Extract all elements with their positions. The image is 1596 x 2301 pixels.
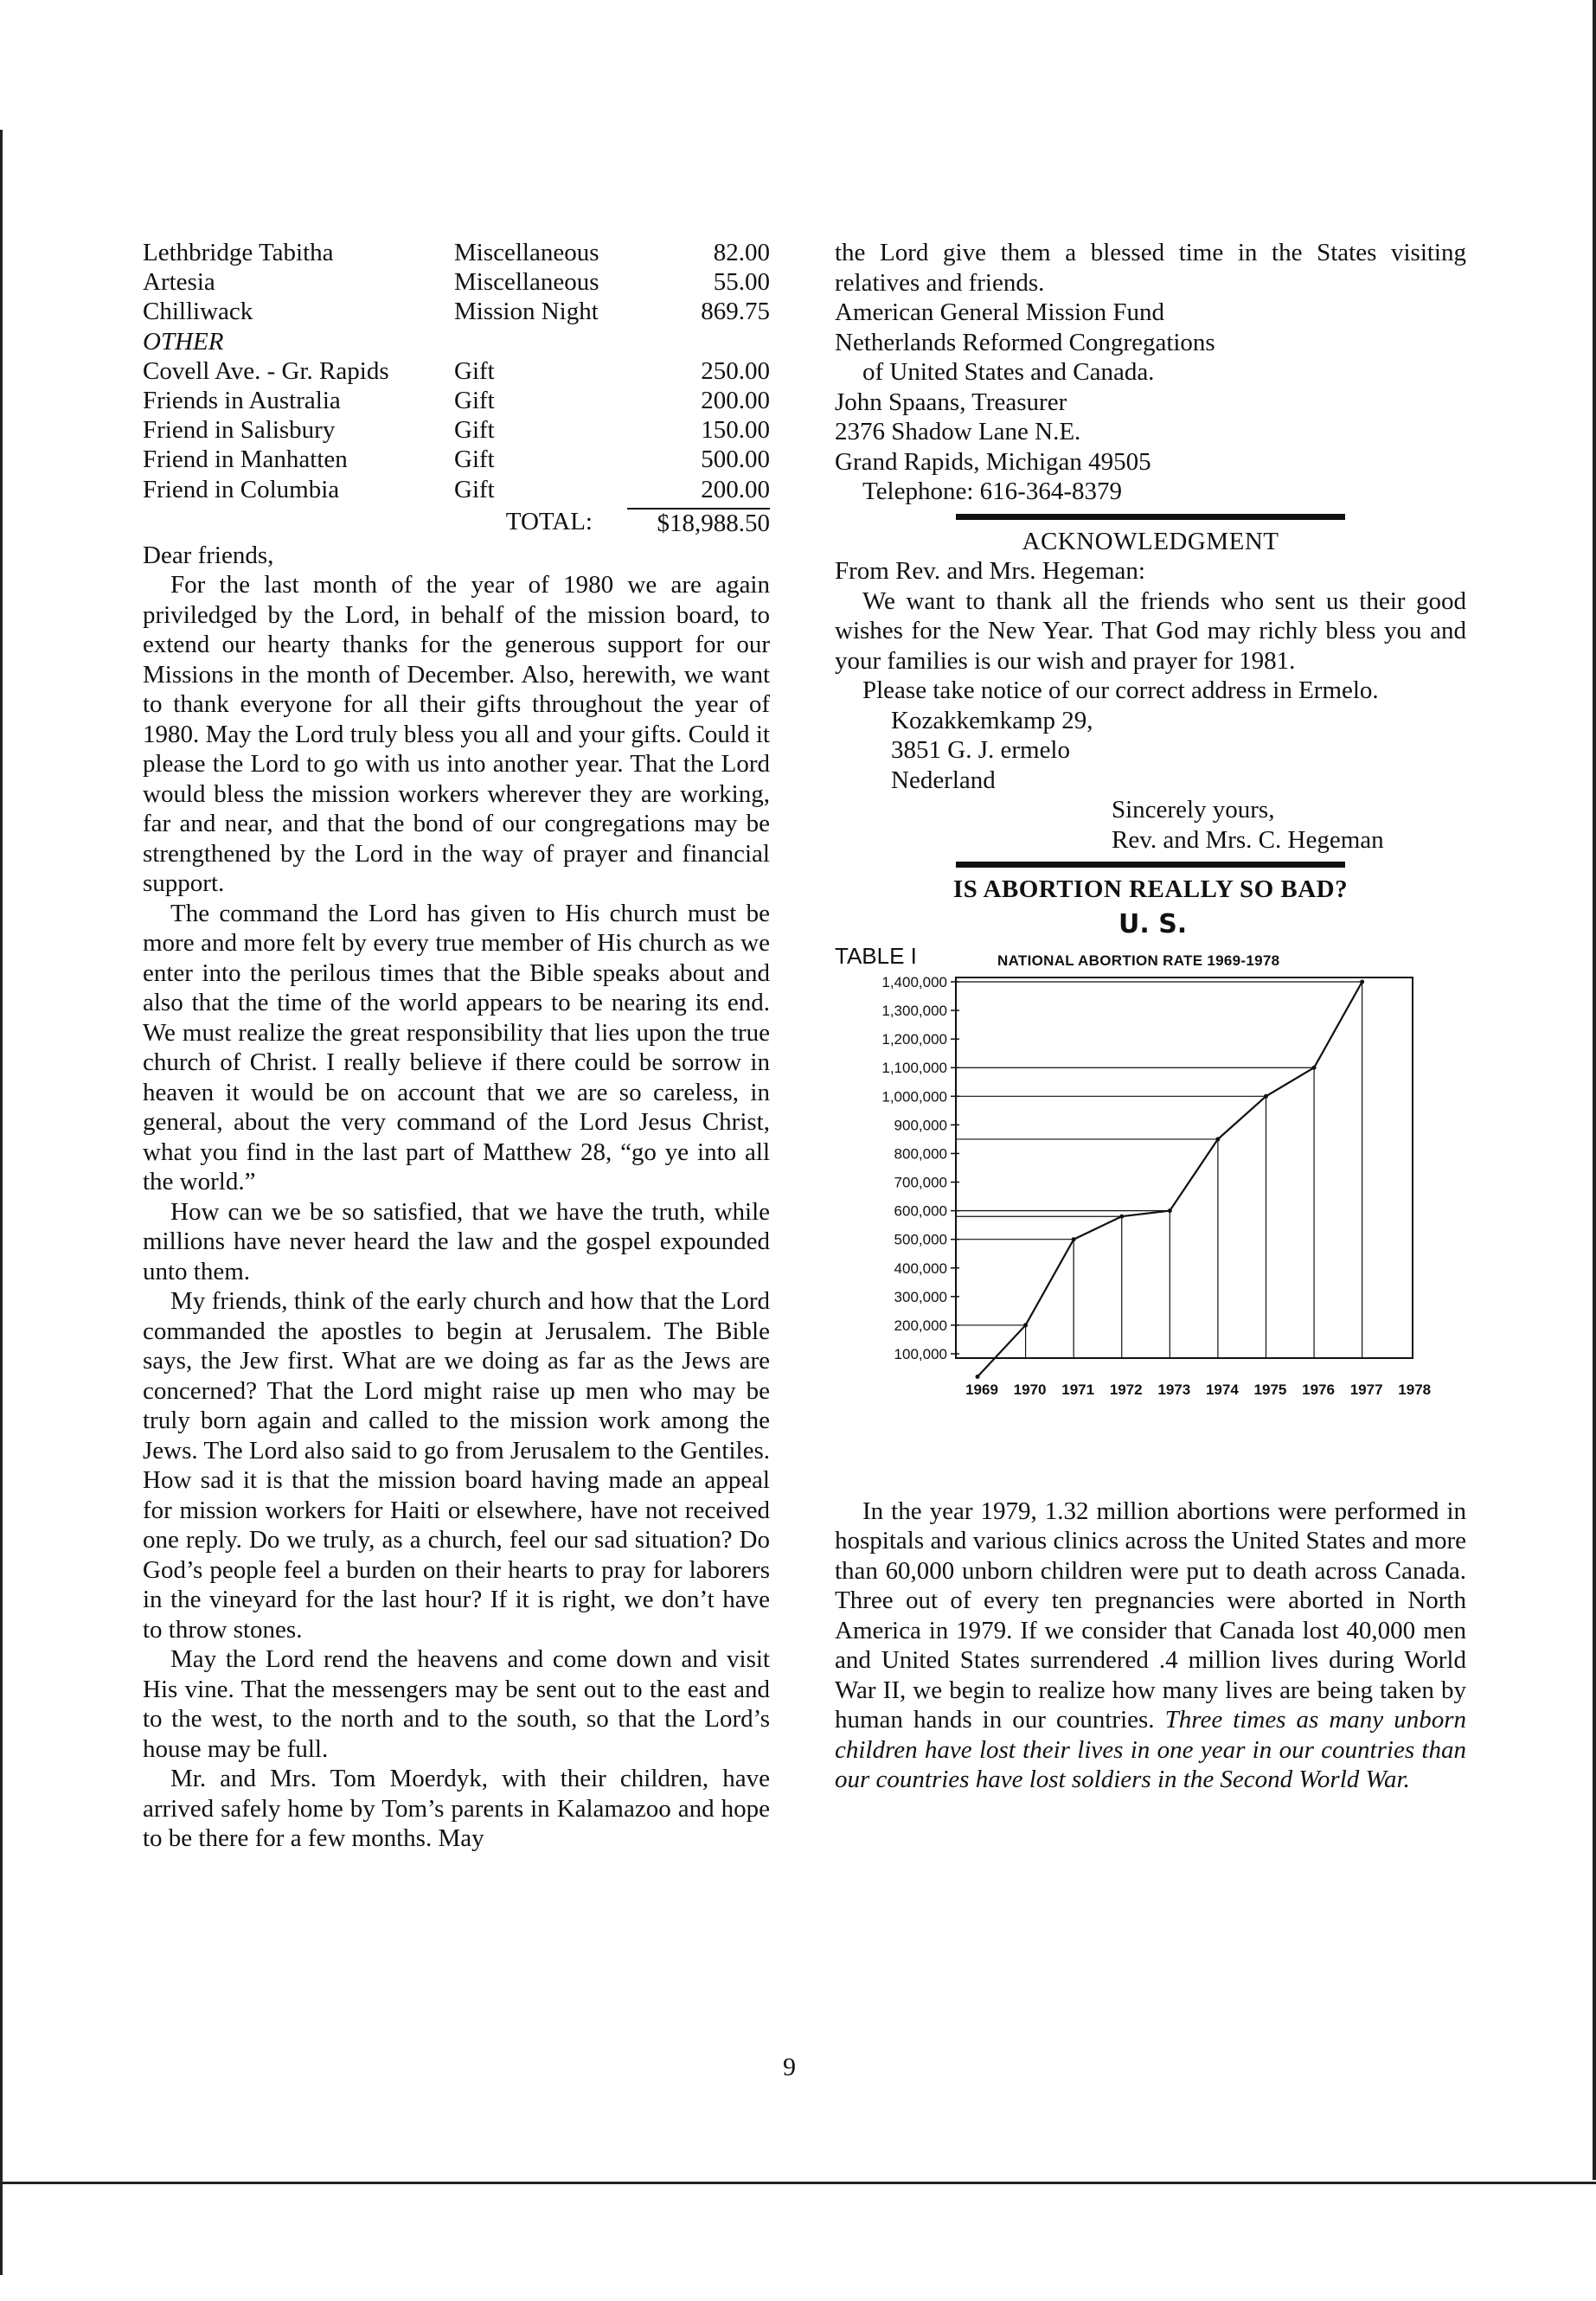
total-label: TOTAL: bbox=[505, 508, 593, 536]
list-item bbox=[143, 297, 770, 326]
receipt-type: Gift bbox=[454, 475, 495, 503]
right-column bbox=[835, 238, 1466, 1795]
y-tick-label: 600,000 bbox=[894, 1202, 947, 1220]
list-item bbox=[143, 238, 770, 267]
total-value: $18,988.50 bbox=[627, 508, 770, 537]
receipt-type: Gift bbox=[454, 386, 495, 414]
y-tick-label: 100,000 bbox=[894, 1345, 947, 1362]
y-tick-label: 1,400,000 bbox=[881, 973, 947, 990]
acknowledgment-title: ACKNOWLEDGMENT bbox=[1022, 527, 1279, 555]
list-item bbox=[143, 475, 770, 504]
data-point bbox=[1119, 1214, 1124, 1218]
abortion-emphasis: Three times as many unborn children have lost their lives in one year in our countries than our countries have lost soldiers in the Second World War. bbox=[835, 1706, 1467, 1793]
receipts-list bbox=[143, 238, 770, 537]
letter-paragraph: How can we be so satisfied, that we have the truth, while millions have never heard the law and the gospel expounded unto them. bbox=[143, 1197, 770, 1285]
data-point bbox=[1168, 1208, 1172, 1213]
receipt-type: Miscellaneous bbox=[454, 268, 599, 297]
y-tick-label: 200,000 bbox=[894, 1317, 947, 1334]
abortion-paragraph bbox=[835, 1497, 1466, 1795]
address-line: Netherlands Reformed Congregations bbox=[835, 328, 1215, 356]
acknowledgment-paragraph: Please take notice of our correct address in Ermelo. bbox=[862, 676, 1379, 704]
letter-salutation: Dear friends, bbox=[143, 541, 274, 569]
address-line: 3851 G. J. ermelo bbox=[891, 736, 1070, 764]
data-point bbox=[1360, 979, 1364, 984]
list-item bbox=[143, 415, 770, 445]
x-tick-label: 1975 bbox=[1253, 1381, 1287, 1398]
address-line: Nederland bbox=[891, 766, 996, 794]
receipt-type: Gift bbox=[454, 416, 495, 445]
chart-plot bbox=[835, 908, 1466, 1497]
other-heading: OTHER bbox=[143, 327, 224, 356]
data-point bbox=[1312, 1065, 1317, 1069]
receipt-type: Mission Night bbox=[454, 298, 599, 326]
data-point bbox=[1264, 1093, 1268, 1098]
list-item bbox=[143, 267, 770, 297]
address-line: Kozakkemkamp 29, bbox=[891, 706, 1093, 734]
receipt-name: Artesia bbox=[143, 268, 215, 297]
data-point bbox=[976, 1374, 980, 1378]
page-edge-right bbox=[1593, 0, 1596, 2180]
chart-frame bbox=[956, 977, 1413, 1358]
y-tick-label: 300,000 bbox=[894, 1288, 947, 1305]
signature: Rev. and Mrs. C. Hegeman bbox=[1112, 825, 1384, 854]
receipt-type: Miscellaneous bbox=[454, 239, 599, 266]
letter-continuation: the Lord give them a blessed time in the States visiting relatives and friends. bbox=[835, 239, 1466, 297]
receipt-name: Friend in Salisbury bbox=[143, 416, 336, 445]
x-tick-label: 1977 bbox=[1349, 1381, 1383, 1398]
address-line: Grand Rapids, Michigan 49505 bbox=[835, 447, 1151, 476]
x-tick-label: 1974 bbox=[1205, 1381, 1239, 1398]
page-edge-bottom bbox=[0, 2182, 1596, 2184]
chart-title: NATIONAL ABORTION RATE 1969-1978 bbox=[997, 952, 1280, 969]
receipt-amount: 150.00 bbox=[701, 416, 770, 445]
y-tick-label: 1,100,000 bbox=[881, 1059, 947, 1076]
receipt-amount: 55.00 bbox=[713, 268, 770, 297]
page-number: 9 bbox=[783, 2053, 796, 2081]
page-edge-left bbox=[0, 130, 3, 2275]
receipt-amount: 250.00 bbox=[701, 356, 770, 385]
y-tick-label: 500,000 bbox=[894, 1231, 947, 1248]
x-tick-label: 1970 bbox=[1013, 1381, 1047, 1398]
letter-paragraph: The command the Lord has given to His church must be more and more felt by every true member of His church as we enter into the perilous times that the Bible speaks about and also that the time of the world appears to be nearing its end. We must realize the great responsibility that lies upon the true church of Christ. I really believe if there could be sorrow in heaven it would be on account that we are so careless, in general, about the very command of the Lord Jesus Christ, what you find in the last part of Matthew 28, “go ye into all the world.” bbox=[143, 899, 770, 1196]
address-line: American General Mission Fund bbox=[835, 298, 1164, 326]
receipt-amount: 200.00 bbox=[701, 475, 770, 503]
section-divider bbox=[956, 514, 1345, 520]
left-column bbox=[143, 238, 770, 1854]
receipt-name: Covell Ave. - Gr. Rapids bbox=[143, 356, 389, 385]
abortion-chart bbox=[835, 908, 1466, 1497]
closing: Sincerely yours, bbox=[1112, 796, 1275, 824]
letter-paragraph: May the Lord rend the heavens and come down and visit His vine. That the messengers may be sent out to the east and to the west, to the north and to the south, so that the Lord’s house may be full. bbox=[143, 1645, 770, 1763]
data-point bbox=[1072, 1237, 1076, 1241]
list-item bbox=[143, 356, 770, 386]
x-tick-label: 1972 bbox=[1109, 1381, 1143, 1398]
receipt-name: Chilliwack bbox=[143, 298, 253, 326]
section-divider bbox=[956, 862, 1345, 868]
receipt-name: Friend in Manhatten bbox=[143, 445, 348, 474]
receipt-name: Lethbridge Tabitha bbox=[143, 239, 334, 266]
receipt-type: Gift bbox=[454, 356, 495, 385]
address-line: John Spaans, Treasurer bbox=[835, 388, 1067, 416]
receipt-amount: 869.75 bbox=[701, 298, 770, 326]
receipt-amount: 82.00 bbox=[713, 239, 770, 266]
x-tick-label: 1976 bbox=[1302, 1381, 1335, 1398]
y-tick-label: 700,000 bbox=[894, 1174, 947, 1191]
total-row bbox=[143, 504, 770, 537]
y-tick-label: 1,000,000 bbox=[881, 1087, 947, 1105]
chart-table-label: TABLE I bbox=[835, 942, 917, 969]
chart-handwritten-label: U. S. bbox=[1118, 908, 1188, 939]
fund-address bbox=[835, 298, 1466, 507]
receipt-amount: 500.00 bbox=[701, 445, 770, 474]
x-tick-label: 1973 bbox=[1157, 1381, 1191, 1398]
abortion-title: IS ABORTION REALLY SO BAD? bbox=[952, 875, 1349, 903]
address-line: Telephone: 616-364-8379 bbox=[862, 478, 1122, 505]
list-item bbox=[143, 445, 770, 474]
abortion-text: In the year 1979, 1.32 million abortions were performed in hospitals and various clinics across the United States and more than 60,000 unborn children were put to death across Canada. Three out of every ten pregnancies were aborted in North America in 1979. If we consider that Canada lost 40,000 men and United States surrendered .4 million lives during World War II, we begin to realize how many lives are being taken by human hands in our countries. bbox=[835, 1497, 1466, 1734]
acknowledgment-paragraph: We want to thank all the friends who sent us their good wishes for the New Year. That God may richly bless you and your families is our wish and prayer for 1981. bbox=[835, 586, 1466, 675]
y-tick-label: 900,000 bbox=[894, 1116, 947, 1133]
receipt-name: Friend in Columbia bbox=[143, 475, 340, 503]
y-tick-label: 400,000 bbox=[894, 1259, 947, 1277]
data-point bbox=[1215, 1137, 1220, 1141]
y-tick-label: 800,000 bbox=[894, 1144, 947, 1162]
list-item bbox=[143, 386, 770, 415]
x-tick-label: 1978 bbox=[1398, 1381, 1432, 1398]
receipt-type: Gift bbox=[454, 445, 495, 474]
receipt-amount: 200.00 bbox=[701, 386, 770, 414]
x-tick-label: 1969 bbox=[965, 1381, 998, 1398]
address-line: of United States and Canada. bbox=[862, 358, 1155, 386]
letter-paragraph: Mr. and Mrs. Tom Moerdyk, with their children, have arrived safely home by Tom’s parents in Kalamazoo and hope to be there for a few months. May bbox=[143, 1765, 770, 1853]
letter-paragraph: My friends, think of the early church and how that the Lord commanded the apostles to begin at Jerusalem. The Bible says, the Jew first. What are we doing as far as the Jews are concerned? That the Lord might raise up men who may be truly born again and called to the mission work among the Jews. The Lord also said to go from Jerusalem to the Gentiles. How sad it is that the mission board having made an appeal for mission workers for Haiti or elsewhere, have not received one reply. Do we truly, as a church, feel our sad situation? Do God’s people feel a burden on their hearts to pray for laborers in the vineyard for the last hour? If it is right, we don’t have to throw stones. bbox=[143, 1287, 770, 1644]
y-tick-label: 1,200,000 bbox=[881, 1030, 947, 1048]
letter-paragraph: For the last month of the year of 1980 we are again priviledged by the Lord, in behalf of the mission board, to extend our hearty thanks for the generous support for our Missions in the month of December. Also, herewith, we want to thank everyone for all their gifts throughout the year of 1980. May the Lord truly bless you all and your gifts. Could it please the Lord to go with us into another year. That the Lord would bless the mission workers wherever they are working, far and near, and that the bond of our congregations may be strengthened by the Lord in the way of prayer and financial support. bbox=[143, 571, 770, 898]
x-tick-label: 1971 bbox=[1061, 1381, 1095, 1398]
receipt-name: Friends in Australia bbox=[143, 386, 341, 414]
data-point bbox=[1023, 1323, 1028, 1327]
address-line: 2376 Shadow Lane N.E. bbox=[835, 418, 1081, 445]
acknowledgment-from: From Rev. and Mrs. Hegeman: bbox=[835, 557, 1145, 585]
y-tick-label: 1,300,000 bbox=[881, 1002, 947, 1019]
